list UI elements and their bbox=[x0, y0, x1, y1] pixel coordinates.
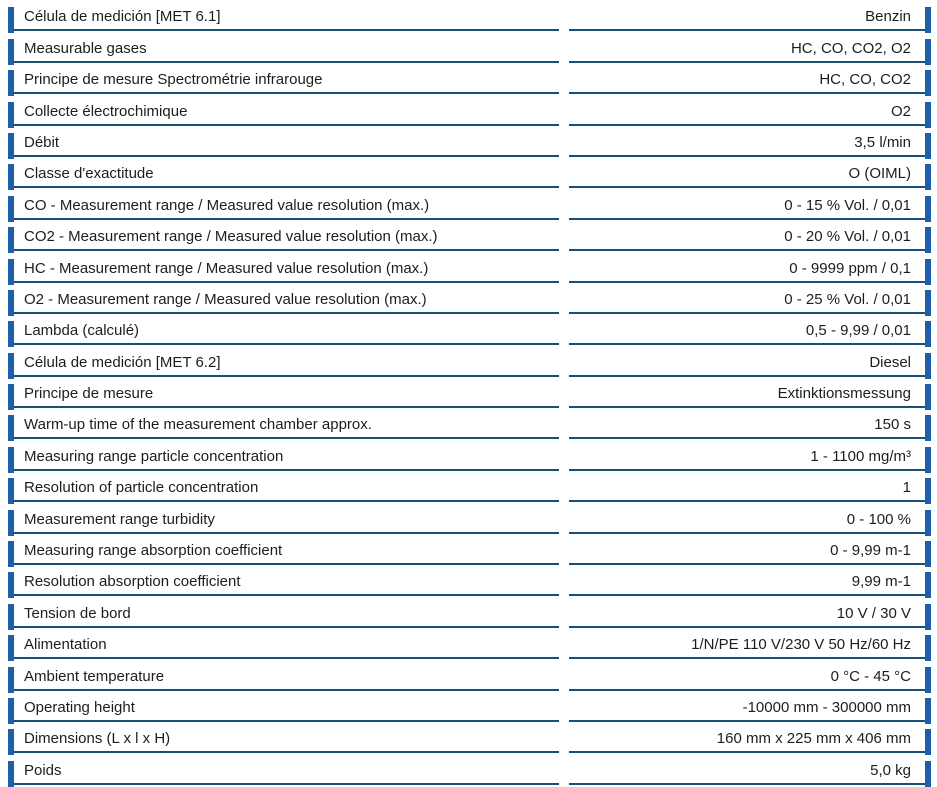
spec-label-cell bbox=[8, 251, 559, 282]
spec-label-cell bbox=[8, 377, 559, 408]
spec-value: O (OIML) bbox=[848, 166, 911, 183]
table-row bbox=[8, 345, 931, 376]
row-marker-icon bbox=[925, 510, 931, 536]
spec-value-cell bbox=[569, 408, 931, 439]
row-marker-icon bbox=[8, 635, 14, 661]
table-row bbox=[8, 220, 931, 251]
spec-value-cell bbox=[569, 345, 931, 376]
spec-label: Ambient temperature bbox=[24, 668, 165, 685]
spec-label-cell bbox=[8, 126, 559, 157]
row-marker-icon bbox=[925, 70, 931, 96]
spec-label: Dimensions (L x l x H) bbox=[24, 731, 171, 748]
table-row bbox=[8, 502, 931, 533]
spec-label: Measurement range turbidity bbox=[24, 511, 215, 528]
row-marker-icon bbox=[8, 415, 14, 441]
row-marker-icon bbox=[925, 478, 931, 504]
spec-value-cell bbox=[569, 63, 931, 94]
spec-value-cell bbox=[569, 157, 931, 188]
spec-label-cell bbox=[8, 314, 559, 345]
spec-label-cell bbox=[8, 345, 559, 376]
spec-value: 0,5 - 9,99 / 0,01 bbox=[805, 323, 911, 340]
spec-label: HC - Measurement range / Measured value resolution (max.) bbox=[24, 260, 429, 277]
spec-label-cell bbox=[8, 94, 559, 125]
spec-label-cell bbox=[8, 408, 559, 439]
row-marker-icon bbox=[925, 384, 931, 410]
row-marker-icon bbox=[8, 290, 14, 316]
row-marker-icon bbox=[8, 729, 14, 755]
table-row bbox=[8, 596, 931, 627]
spec-value-cell bbox=[569, 188, 931, 219]
row-marker-icon bbox=[925, 572, 931, 598]
spec-label-cell bbox=[8, 63, 559, 94]
spec-value-cell bbox=[569, 220, 931, 251]
row-marker-icon bbox=[8, 39, 14, 65]
spec-value: 0 - 25 % Vol. / 0,01 bbox=[784, 291, 911, 308]
spec-label-cell bbox=[8, 439, 559, 470]
spec-value: HC, CO, CO2, O2 bbox=[790, 40, 911, 57]
spec-label-cell bbox=[8, 691, 559, 722]
spec-value-cell bbox=[569, 659, 931, 690]
row-marker-icon bbox=[8, 227, 14, 253]
row-marker-icon bbox=[8, 196, 14, 222]
spec-label: Measurable gases bbox=[24, 40, 147, 57]
spec-value: 0 °C - 45 °C bbox=[830, 668, 911, 685]
spec-value-cell bbox=[569, 377, 931, 408]
row-marker-icon bbox=[8, 133, 14, 159]
spec-value-cell bbox=[569, 753, 931, 784]
spec-label: CO - Measurement range / Measured value resolution (max.) bbox=[24, 197, 430, 214]
spec-value-cell bbox=[569, 0, 931, 31]
table-row bbox=[8, 126, 931, 157]
table-row bbox=[8, 628, 931, 659]
spec-value-cell bbox=[569, 565, 931, 596]
table-row bbox=[8, 534, 931, 565]
row-marker-icon bbox=[8, 604, 14, 630]
spec-value: 0 - 15 % Vol. / 0,01 bbox=[784, 197, 911, 214]
spec-value: Benzin bbox=[865, 9, 911, 26]
table-row bbox=[8, 691, 931, 722]
row-marker-icon bbox=[925, 541, 931, 567]
spec-value: 10 V / 30 V bbox=[836, 605, 911, 622]
row-marker-icon bbox=[925, 415, 931, 441]
spec-value: 1/N/PE 110 V/230 V 50 Hz/60 Hz bbox=[691, 637, 911, 654]
spec-value: 1 - 1100 mg/m³ bbox=[810, 448, 911, 465]
row-marker-icon bbox=[925, 698, 931, 724]
spec-value: 5,0 kg bbox=[870, 762, 911, 779]
row-marker-icon bbox=[925, 259, 931, 285]
row-marker-icon bbox=[925, 447, 931, 473]
row-marker-icon bbox=[925, 39, 931, 65]
row-marker-icon bbox=[925, 227, 931, 253]
spec-value-cell bbox=[569, 691, 931, 722]
spec-label-cell bbox=[8, 596, 559, 627]
spec-label-cell bbox=[8, 31, 559, 62]
row-marker-icon bbox=[925, 635, 931, 661]
spec-label: Alimentation bbox=[24, 637, 107, 654]
spec-value: O2 bbox=[890, 103, 911, 120]
table-row bbox=[8, 283, 931, 314]
row-marker-icon bbox=[8, 321, 14, 347]
spec-label-cell bbox=[8, 722, 559, 753]
row-marker-icon bbox=[925, 667, 931, 693]
spec-label: Lambda (calculé) bbox=[24, 323, 140, 340]
spec-value: 0 - 20 % Vol. / 0,01 bbox=[784, 229, 911, 246]
spec-label: CO2 - Measurement range / Measured value resolution (max.) bbox=[24, 229, 438, 246]
row-marker-icon bbox=[8, 259, 14, 285]
spec-value-cell bbox=[569, 628, 931, 659]
spec-label-cell bbox=[8, 0, 559, 31]
table-row bbox=[8, 157, 931, 188]
spec-value-cell bbox=[569, 534, 931, 565]
spec-label: Principe de mesure bbox=[24, 386, 154, 403]
row-marker-icon bbox=[925, 353, 931, 379]
row-marker-icon bbox=[8, 572, 14, 598]
row-marker-icon bbox=[8, 102, 14, 128]
spec-value: 0 - 9,99 m-1 bbox=[830, 543, 911, 560]
spec-label: Poids bbox=[24, 762, 62, 779]
spec-value-cell bbox=[569, 314, 931, 345]
row-marker-icon bbox=[925, 7, 931, 33]
table-row bbox=[8, 251, 931, 282]
spec-label: Principe de mesure Spectrométrie infrarouge bbox=[24, 72, 323, 89]
row-marker-icon bbox=[925, 164, 931, 190]
spec-label: Collecte électrochimique bbox=[24, 103, 188, 120]
table-row bbox=[8, 408, 931, 439]
spec-value: Diesel bbox=[869, 354, 911, 371]
table-row bbox=[8, 31, 931, 62]
spec-label-cell bbox=[8, 188, 559, 219]
spec-value: HC, CO, CO2 bbox=[819, 72, 911, 89]
spec-label: Tension de bord bbox=[24, 605, 131, 622]
spec-label-cell bbox=[8, 753, 559, 784]
spec-label: O2 - Measurement range / Measured value resolution (max.) bbox=[24, 291, 427, 308]
spec-label: Débit bbox=[24, 134, 60, 151]
row-marker-icon bbox=[925, 133, 931, 159]
spec-label: Classe d'exactitude bbox=[24, 166, 154, 183]
table-row bbox=[8, 377, 931, 408]
table-row bbox=[8, 0, 931, 31]
spec-value-cell bbox=[569, 251, 931, 282]
spec-value: 9,99 m-1 bbox=[851, 574, 911, 591]
table-row bbox=[8, 471, 931, 502]
spec-label-cell bbox=[8, 283, 559, 314]
table-row bbox=[8, 63, 931, 94]
spec-value: 0 - 100 % bbox=[846, 511, 911, 528]
table-row bbox=[8, 753, 931, 784]
spec-label: Célula de medición [MET 6.2] bbox=[24, 354, 221, 371]
row-marker-icon bbox=[8, 70, 14, 96]
spec-value-cell bbox=[569, 439, 931, 470]
spec-label: Warm-up time of the measurement chamber approx. bbox=[24, 417, 372, 434]
spec-value-cell bbox=[569, 596, 931, 627]
spec-value: -10000 mm - 300000 mm bbox=[742, 699, 911, 716]
spec-value-cell bbox=[569, 722, 931, 753]
row-marker-icon bbox=[8, 698, 14, 724]
row-marker-icon bbox=[8, 541, 14, 567]
row-marker-icon bbox=[925, 604, 931, 630]
spec-value: 0 - 9999 ppm / 0,1 bbox=[789, 260, 911, 277]
spec-label-cell bbox=[8, 565, 559, 596]
spec-label: Operating height bbox=[24, 699, 135, 716]
table-row bbox=[8, 722, 931, 753]
table-row bbox=[8, 659, 931, 690]
spec-value: 3,5 l/min bbox=[854, 134, 911, 151]
spec-label-cell bbox=[8, 628, 559, 659]
row-marker-icon bbox=[925, 290, 931, 316]
spec-value-cell bbox=[569, 126, 931, 157]
row-marker-icon bbox=[8, 667, 14, 693]
spec-label-cell bbox=[8, 534, 559, 565]
row-marker-icon bbox=[925, 729, 931, 755]
table-row bbox=[8, 565, 931, 596]
spec-value-cell bbox=[569, 283, 931, 314]
row-marker-icon bbox=[8, 478, 14, 504]
spec-label: Resolution of particle concentration bbox=[24, 480, 259, 497]
spec-label-cell bbox=[8, 157, 559, 188]
row-marker-icon bbox=[8, 761, 14, 787]
row-marker-icon bbox=[8, 510, 14, 536]
spec-label-cell bbox=[8, 502, 559, 533]
row-marker-icon bbox=[925, 196, 931, 222]
spec-label: Resolution absorption coefficient bbox=[24, 574, 241, 591]
spec-value-cell bbox=[569, 471, 931, 502]
row-marker-icon bbox=[8, 384, 14, 410]
spec-label-cell bbox=[8, 471, 559, 502]
spec-value-cell bbox=[569, 31, 931, 62]
spec-value: 160 mm x 225 mm x 406 mm bbox=[716, 731, 911, 748]
table-row bbox=[8, 94, 931, 125]
spec-value-cell bbox=[569, 502, 931, 533]
row-marker-icon bbox=[925, 102, 931, 128]
table-row bbox=[8, 314, 931, 345]
spec-value-cell bbox=[569, 94, 931, 125]
table-row bbox=[8, 439, 931, 470]
spec-value: 1 bbox=[902, 480, 911, 497]
spec-label: Célula de medición [MET 6.1] bbox=[24, 9, 221, 26]
row-marker-icon bbox=[925, 761, 931, 787]
spec-label-cell bbox=[8, 659, 559, 690]
row-marker-icon bbox=[8, 7, 14, 33]
spec-label: Measuring range absorption coefficient bbox=[24, 543, 283, 560]
spec-label-cell bbox=[8, 220, 559, 251]
spec-label: Measuring range particle concentration bbox=[24, 448, 284, 465]
row-marker-icon bbox=[8, 353, 14, 379]
spec-value: 150 s bbox=[874, 417, 911, 434]
table-row bbox=[8, 188, 931, 219]
spec-value: Extinktionsmessung bbox=[777, 386, 911, 403]
row-marker-icon bbox=[8, 447, 14, 473]
row-marker-icon bbox=[8, 164, 14, 190]
row-marker-icon bbox=[925, 321, 931, 347]
